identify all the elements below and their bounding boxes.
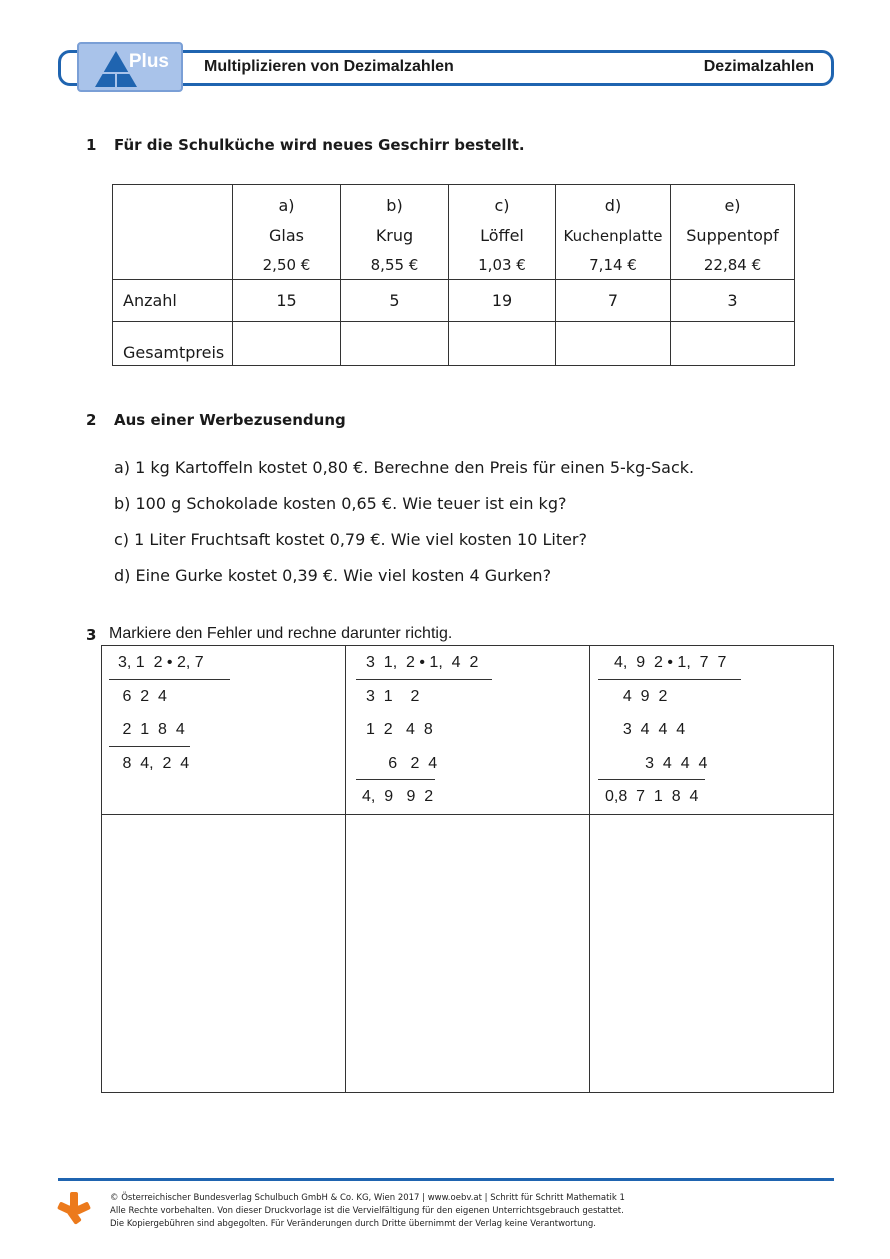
order-table <box>112 184 795 366</box>
calc-underline <box>109 679 230 680</box>
total-answer-cell[interactable] <box>233 322 341 366</box>
col-price: 22,84 € <box>703 256 762 274</box>
col-letter: c) <box>494 196 510 215</box>
calc-1-line: 2 1 8 4 <box>118 721 185 738</box>
col-letter: b) <box>386 196 403 215</box>
footer-rule <box>58 1178 834 1181</box>
calc-3-line: 3 4 4 4 <box>614 755 708 772</box>
grid-divider <box>102 814 833 815</box>
col-letter: a) <box>278 196 295 215</box>
count-cell: 15 <box>233 280 341 322</box>
calc-underline <box>356 779 435 780</box>
task-2-item-d: d) Eine Gurke kostet 0,39 €. Wie viel kosten 4 Gurken? <box>114 566 552 585</box>
row-label-count: Anzahl <box>113 280 233 322</box>
calc-underline <box>598 779 705 780</box>
col-price: 2,50 € <box>262 256 311 274</box>
table-row-total <box>113 322 795 366</box>
footer-line: Die Kopiergebühren sind abgegolten. Für Veränderungen durch Dritte übernimmt der Verlag keine Verantwortung. <box>110 1219 596 1229</box>
table-col-c <box>449 185 556 280</box>
count-cell: 7 <box>556 280 671 322</box>
row-label-total: Gesamtpreis <box>113 322 233 366</box>
calc-2-line: 3 1, 2 • 1, 4 2 <box>366 654 479 671</box>
count-cell: 3 <box>671 280 795 322</box>
table-corner-cell <box>113 185 233 280</box>
footer-copyright <box>110 1192 625 1231</box>
page-title: Multiplizieren von Dezimalzahlen <box>204 58 454 75</box>
task-2-title: Aus einer Werbezusendung <box>114 411 346 429</box>
table-row-count <box>113 280 795 322</box>
task-2-item-b: b) 100 g Schokolade kosten 0,65 €. Wie teuer ist ein kg? <box>114 494 567 513</box>
col-item: Suppentopf <box>686 226 779 245</box>
table-col-b <box>341 185 449 280</box>
col-letter: e) <box>724 196 741 215</box>
footer-line: Alle Rechte vorbehalten. Von dieser Druckvorlage ist die Vervielfältigung für den eigenen Unterrichtsgebrauch gestattet. <box>110 1206 624 1216</box>
calc-3-line: 3 4 4 4 <box>614 721 686 738</box>
calc-1-line: 3, 1 2 • 2, 7 <box>118 654 204 671</box>
task-3-number: 3 <box>86 626 97 644</box>
calc-3-line: 4 9 2 <box>614 688 668 705</box>
task-1-title: Für die Schulküche wird neues Geschirr bestellt. <box>114 136 525 154</box>
calc-3-line: 0,8 7 1 8 4 <box>605 788 699 805</box>
col-price: 8,55 € <box>370 256 419 274</box>
col-item: Löffel <box>480 226 524 245</box>
total-answer-cell[interactable] <box>671 322 795 366</box>
col-item: Kuchenplatte <box>563 227 663 245</box>
task-1-number: 1 <box>86 136 97 154</box>
task-2-item-a: a) 1 kg Kartoffeln kostet 0,80 €. Berechne den Preis für einen 5-kg-Sack. <box>114 458 695 477</box>
total-answer-cell[interactable] <box>449 322 556 366</box>
col-item: Glas <box>269 226 304 245</box>
table-header-row <box>113 185 795 280</box>
grid-divider <box>589 646 590 1092</box>
calc-3-line: 4, 9 2 • 1, 7 7 <box>614 654 727 671</box>
calc-2-line: 6 2 4 <box>366 755 438 772</box>
calc-underline <box>109 746 190 747</box>
calc-underline <box>356 679 492 680</box>
col-letter: d) <box>604 196 622 215</box>
table-col-a <box>233 185 341 280</box>
calc-underline <box>598 679 741 680</box>
grid-divider <box>345 646 346 1092</box>
task-3-title: Markiere den Fehler und rechne darunter richtig. <box>109 625 453 642</box>
logo-text: Plus <box>128 51 169 72</box>
count-cell: 5 <box>341 280 449 322</box>
plus-logo <box>77 42 183 92</box>
total-answer-cell[interactable] <box>556 322 671 366</box>
task-2-item-c: c) 1 Liter Fruchtsaft kostet 0,79 €. Wie viel kosten 10 Liter? <box>114 530 587 549</box>
calc-1-line: 6 2 4 <box>118 688 167 705</box>
col-item: Krug <box>375 226 414 245</box>
col-price: 7,14 € <box>589 256 637 274</box>
count-cell: 19 <box>449 280 556 322</box>
calc-2-line: 1 2 4 8 <box>366 721 433 738</box>
table-col-e <box>671 185 795 280</box>
page-topic: Dezimalzahlen <box>703 58 814 75</box>
footer-line: © Österreichischer Bundesverlag Schulbuch GmbH & Co. KG, Wien 2017 | www.oebv.at | Schritt für Schritt Mathematik 1 <box>110 1193 625 1203</box>
publisher-star-icon <box>56 1190 92 1226</box>
total-answer-cell[interactable] <box>341 322 449 366</box>
calc-1-line: 8 4, 2 4 <box>118 755 190 772</box>
calculation-grid <box>101 645 834 1093</box>
calc-2-line: 4, 9 9 2 <box>362 788 434 805</box>
task-2-number: 2 <box>86 411 97 429</box>
col-price: 1,03 € <box>478 256 526 274</box>
table-col-d <box>556 185 671 280</box>
calc-2-line: 3 1 2 <box>366 688 420 705</box>
